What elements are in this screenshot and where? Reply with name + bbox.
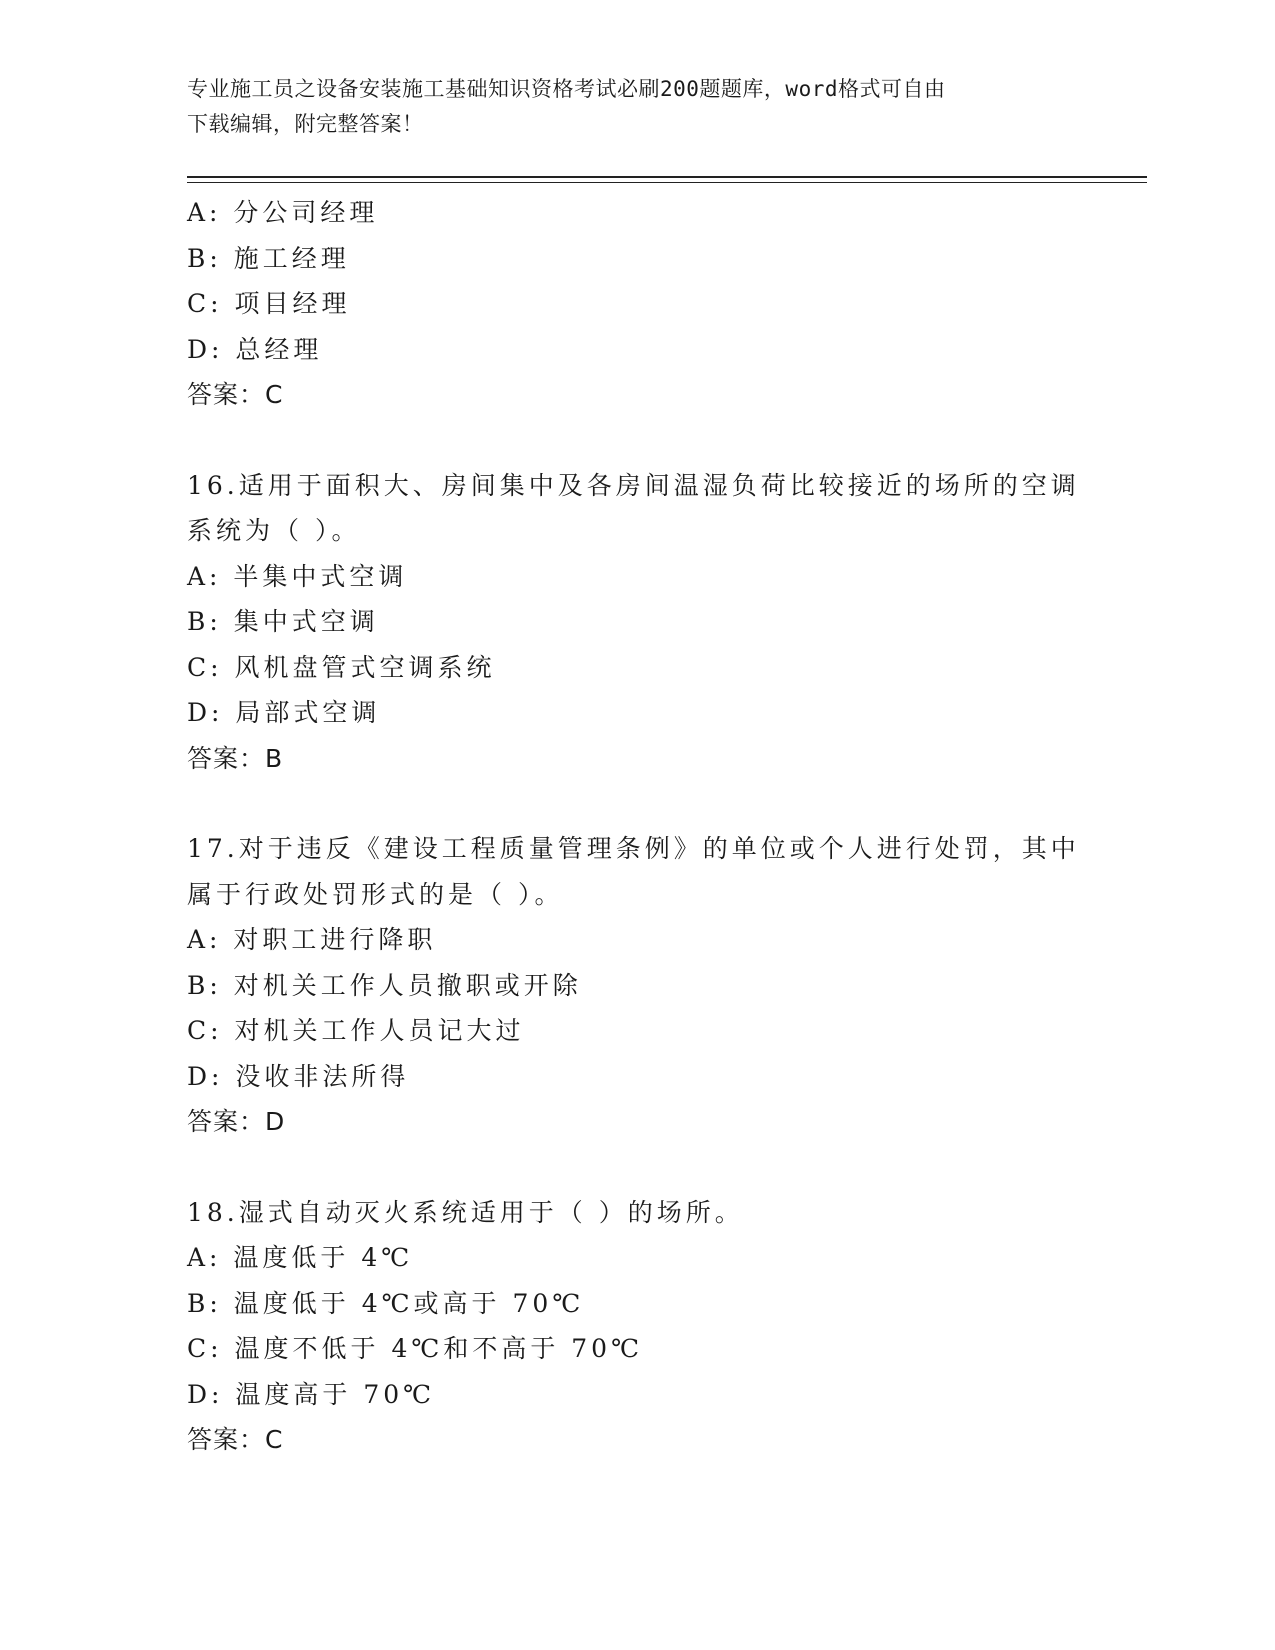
option-b: B: 施工经理 — [187, 243, 350, 273]
option-b: B: 对机关工作人员撤职或开除 — [187, 970, 582, 1000]
question-stem-line-1: 17.对于违反《建设工程质量管理条例》的单位或个人进行处罚，其中 — [187, 834, 1080, 863]
option-d: D: 温度高于 70℃ — [187, 1379, 436, 1409]
answer-line: 答案：B — [187, 743, 284, 773]
question-stem-line-1: 16.适用于面积大、房间集中及各房间温湿负荷比较接近的场所的空调 — [187, 470, 1080, 500]
header-divider-thick — [187, 176, 1147, 178]
option-d: D: 没收非法所得 — [187, 1061, 410, 1091]
answer-line: 答案：D — [187, 1107, 286, 1136]
header-title-line-1: 专业施工员之设备安装施工基础知识资格考试必刷200题题库，word格式可自由 — [187, 77, 946, 101]
document-body — [187, 190, 1087, 1463]
option-c: C: 风机盘管式空调系统 — [187, 652, 496, 682]
option-a: A: 分公司经理 — [187, 198, 379, 227]
option-a: A: 半集中式空调 — [187, 561, 408, 591]
question-17 — [187, 826, 1087, 1145]
spacer — [187, 781, 1087, 826]
option-c: C: 温度不低于 4℃和不高于 70℃ — [187, 1334, 644, 1363]
question-stem-line-2: 系统为（ ）。 — [187, 516, 361, 545]
answer-line: 答案：C — [187, 380, 284, 409]
question-18 — [187, 1190, 1087, 1463]
spacer — [187, 1145, 1087, 1190]
option-a: A: 对职工进行降职 — [187, 925, 437, 954]
option-d: D: 局部式空调 — [187, 698, 381, 727]
question-stem-line-1: 18.湿式自动灭火系统适用于（ ）的场所。 — [187, 1197, 744, 1227]
option-c: C: 项目经理 — [187, 289, 351, 318]
question-16 — [187, 463, 1087, 782]
option-a: A: 温度低于 4℃ — [187, 1243, 414, 1272]
answer-line: 答案：C — [187, 1425, 284, 1454]
option-d: D: 总经理 — [187, 334, 323, 364]
header-divider-thin — [187, 182, 1147, 183]
document-header — [187, 72, 1067, 142]
question-15-fragment — [187, 190, 1087, 418]
spacer — [187, 418, 1087, 463]
question-stem-line-2: 属于行政处罚形式的是（ ）。 — [187, 879, 564, 909]
option-c: C: 对机关工作人员记大过 — [187, 1016, 525, 1045]
option-b: B: 温度低于 4℃或高于 70℃ — [187, 1288, 585, 1318]
header-title-line-2: 下载编辑，附完整答案！ — [187, 112, 424, 136]
option-b: B: 集中式空调 — [187, 607, 379, 636]
